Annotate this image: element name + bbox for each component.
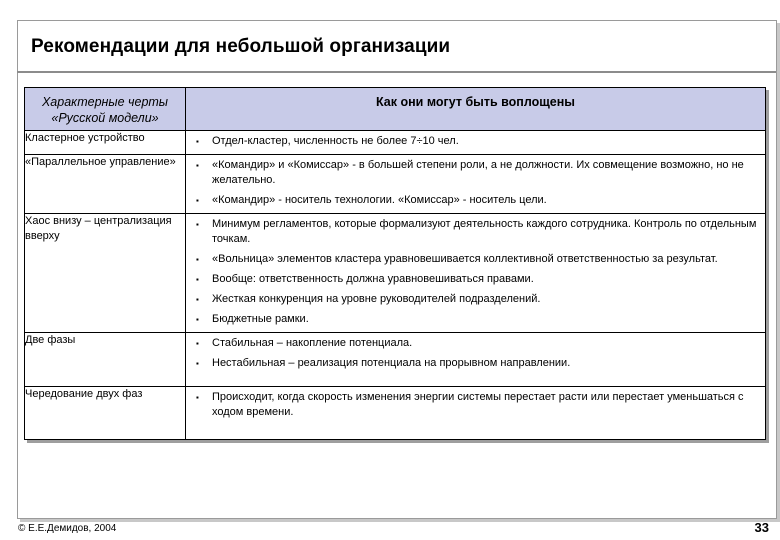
bullet-icon: ▪ <box>196 393 199 402</box>
list-item: ▪ «Вольница» элементов кластера уравновешивается коллективной ответственностью за результат. <box>186 252 765 267</box>
table-row <box>25 333 766 387</box>
header-implementation: Как они могут быть воплощены <box>186 88 766 131</box>
page-number: 33 <box>754 520 769 535</box>
feature-cell: Две фазы <box>25 333 186 387</box>
bullets-cell <box>186 333 766 387</box>
bullet-icon: ▪ <box>196 275 199 284</box>
bullets-cell <box>186 214 766 333</box>
bullet-icon: ▪ <box>196 339 199 348</box>
bullet-icon: ▪ <box>196 161 199 170</box>
list-item: ▪ Жесткая конкуренция на уровне руководителей подразделений. <box>186 292 765 307</box>
list-item: ▪ Минимум регламентов, которые формализуют деятельность каждого сотрудника. Контроль по отдельным точкам. <box>186 217 765 247</box>
feature-cell: Хаос внизу – централизация вверху <box>25 214 186 333</box>
slide-title: Рекомендации для небольшой организации <box>31 36 451 57</box>
table-row <box>25 131 766 155</box>
bullet-icon: ▪ <box>196 196 199 205</box>
list-item: ▪ Стабильная – накопление потенциала. <box>186 336 765 351</box>
list-item: ▪ Происходит, когда скорость изменения энергии системы перестает расти или перестает уменьшаться с ходом времени. <box>186 390 765 420</box>
table-row <box>25 214 766 333</box>
list-item: ▪ Вообще: ответственность должна уравновешиваться правами. <box>186 272 765 287</box>
bullet-icon: ▪ <box>196 295 199 304</box>
recommendations-table <box>24 87 766 440</box>
bullets-cell <box>186 155 766 214</box>
bullet-icon: ▪ <box>196 220 199 229</box>
feature-cell: Кластерное устройство <box>25 131 186 155</box>
bullet-icon: ▪ <box>196 137 199 146</box>
bullets-cell <box>186 131 766 155</box>
title-divider <box>17 71 776 73</box>
bullet-icon: ▪ <box>196 255 199 264</box>
list-item: ▪ «Командир» и «Комиссар» - в большей степени роли, а не должности. Их совмещение возможно, но не желательно. <box>186 158 765 188</box>
feature-cell: Чередование двух фаз <box>25 387 186 440</box>
feature-cell: «Параллельное управление» <box>25 155 186 214</box>
header-features: Характерные черты «Русской модели» <box>25 88 186 131</box>
list-item: ▪ Нестабильная – реализация потенциала на прорывном направлении. <box>186 356 765 371</box>
copyright-text: © Е.Е.Демидов, 2004 <box>18 523 117 534</box>
list-item: ▪ Отдел-кластер, численность не более 7÷10 чел. <box>186 134 765 149</box>
bullet-icon: ▪ <box>196 359 199 368</box>
list-item: ▪ «Командир» - носитель технологии. «Комиссар» - носитель цели. <box>186 193 765 208</box>
bullets-cell <box>186 387 766 440</box>
table-row <box>25 155 766 214</box>
table-header-row <box>25 88 766 131</box>
table-row <box>25 387 766 440</box>
list-item: ▪ Бюджетные рамки. <box>186 312 765 327</box>
bullet-icon: ▪ <box>196 315 199 324</box>
